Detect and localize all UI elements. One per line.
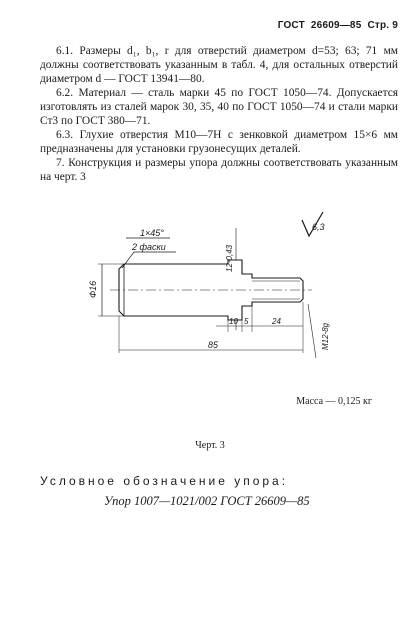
- technical-drawing: [76, 208, 360, 383]
- designation-value: Упор 1007—1021/002 ГОСТ 26609—85: [104, 494, 310, 508]
- standard-number: 26609—85: [310, 20, 362, 31]
- page-header: [272, 20, 398, 31]
- page-number: Стр. 9: [367, 20, 398, 31]
- dim-5-label: 5: [244, 317, 249, 326]
- designation-label: Условное обозначение упора:: [40, 474, 289, 488]
- roughness-label: 6,3: [312, 222, 325, 232]
- thread-label: М12-8g: [321, 322, 330, 350]
- paragraph-6-3: 6.3. Глухие отверстия М10—7Н с зенковкой диаметром 15×6 мм предназначены для установки грузонесущих деталей.: [40, 129, 398, 155]
- standard-label: ГОСТ: [277, 20, 305, 31]
- paragraph-6-1: 6.1. Размеры d₁, b₁, r для отверстий диаметром d=53; 63; 71 мм должны соответствовать указанным в табл. 4, для остальных отверстий диаметром d — ГОСТ 13941—80.: [40, 45, 398, 85]
- dim-24-label: 24: [272, 317, 281, 326]
- figure-caption: Черт. 3: [195, 440, 225, 451]
- chamfer-label: 1×45°: [140, 228, 164, 238]
- chamfer-count-label: 2 фаски: [132, 242, 166, 252]
- neck-dim-label: 12-0,43: [225, 244, 234, 272]
- paragraph-6-2: 6.2. Материал — сталь марки 45 по ГОСТ 1050—74. Допускается изготовлять из сталей марок 30, 35, 40 по ГОСТ 1050—74 и стали марки Ст3 по ГОСТ 380—71.: [40, 87, 398, 127]
- mass-label: Масса — 0,125 кг: [296, 396, 372, 407]
- dim-85-label: 85: [208, 340, 219, 350]
- dim-10-label: 10: [229, 317, 238, 326]
- diameter-label: Ф16: [88, 280, 98, 298]
- body-text: [40, 44, 398, 184]
- paragraph-7: 7. Конструкция и размеры упора должны соответствовать указанным на черт. 3: [40, 157, 398, 183]
